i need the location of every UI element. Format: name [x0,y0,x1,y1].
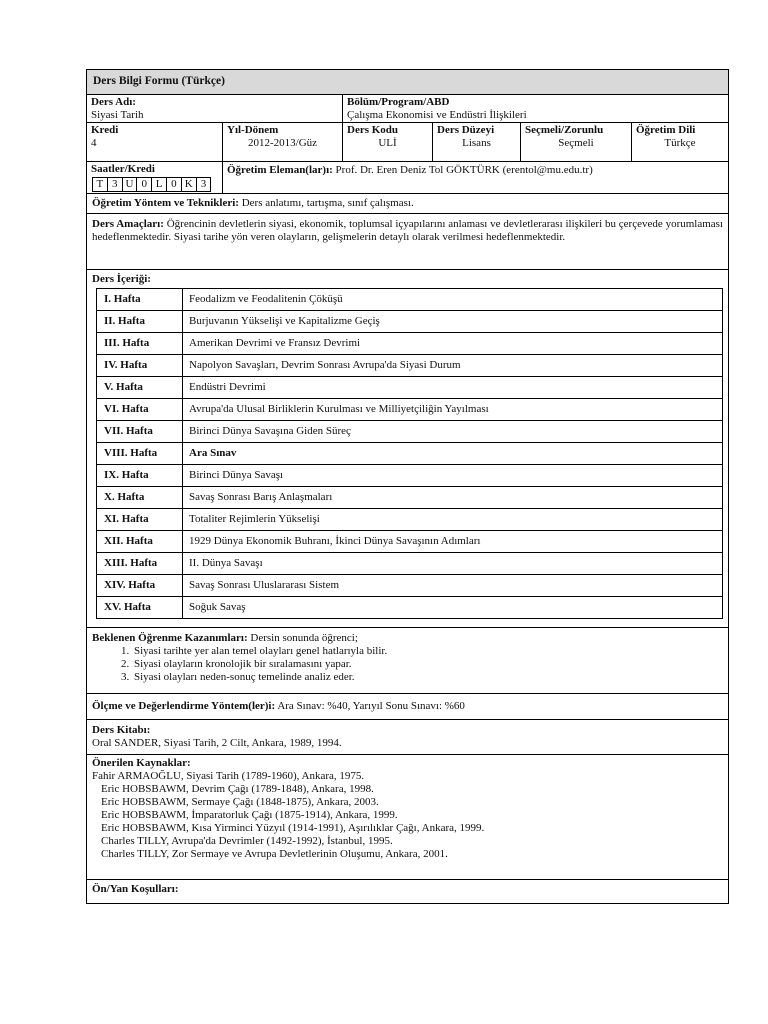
week-label: VIII. Hafta [97,443,183,465]
week-topic: Birinci Dünya Savaşı [183,465,723,487]
week-topic: Feodalizm ve Feodalitenin Çöküşü [183,289,723,311]
hours-box: L [151,177,166,192]
code-cell [342,123,432,161]
hours-box: 3 [107,177,122,192]
week-row [97,509,723,531]
week-topic: Napolyon Savaşları, Devrim Sonrası Avrupa'da Siyasi Durum [183,355,723,377]
methods-value: Ders anlatımı, tartışma, sınıf çalışması. [241,197,414,209]
weekly-schedule-table [96,288,723,619]
week-label: XII. Hafta [97,531,183,553]
aims-row [86,214,729,270]
instructor-cell [222,162,728,193]
level-label: Ders Düzeyi [437,124,495,136]
assessment-row [86,694,729,720]
hours-box: K [181,177,196,192]
week-label: XIV. Hafta [97,575,183,597]
reference-item: Charles TILLY, Avrupa'da Devrimler (1492-1992), İstanbul, 1995. [101,835,393,847]
term-value: 2012-2013/Güz [247,137,318,149]
methods-row [86,194,729,214]
week-row [97,487,723,509]
week-label: XV. Hafta [97,597,183,619]
aims-value: Öğrencinin devletlerin siyasi, ekonomik, toplumsal içyapılarını anlaması ve devletlerarası ilişkileri bu çerçevede yorumlaması hedeflenmektedir. Siyasi tarihe yön veren olayların, gelişmelerin detaylı olarak verilmesi hedeflenmektedir. [92,218,724,243]
outcome-item: 2. Siyasi olayların kronolojik bir sıralamasını yapar. [132,658,723,671]
hours-box: U [122,177,137,192]
assessment-label: Ölçme ve Değerlendirme Yöntem(ler)i: [92,700,276,712]
hours-box: 0 [166,177,181,192]
week-label: VI. Hafta [97,399,183,421]
week-topic: Ara Sınav [183,443,723,465]
week-label: II. Hafta [97,311,183,333]
week-row [97,289,723,311]
hours-box: 3 [196,177,212,192]
hours-label: Saatler/Kredi [91,163,155,175]
course-name-cell [87,95,342,122]
week-topic: Birinci Dünya Savaşına Giden Süreç [183,421,723,443]
language-value: Türkçe [664,137,696,149]
references-label: Önerilen Kaynaklar: [92,757,191,769]
week-topic: Savaş Sonrası Uluslararası Sistem [183,575,723,597]
week-row [97,553,723,575]
week-label: IV. Hafta [97,355,183,377]
week-label: XIII. Hafta [97,553,183,575]
course-info-form [86,69,729,904]
week-row [97,575,723,597]
week-topic: Burjuvanın Yükselişi ve Kapitalizme Geçiş [183,311,723,333]
outcomes-label: Beklenen Öğrenme Kazanımları: [92,632,248,644]
week-row [97,597,723,619]
hours-grid [92,177,211,192]
hours-instructor-row [86,162,729,194]
term-cell [222,123,342,161]
code-label: Ders Kodu [347,124,399,136]
term-label: Yıl-Dönem [227,124,279,136]
week-row [97,355,723,377]
textbook-label: Ders Kitabı: [92,724,151,736]
references-row [86,755,729,880]
week-label: XI. Hafta [97,509,183,531]
textbook-row [86,720,729,755]
week-topic: Avrupa'da Ulusal Birliklerin Kurulması ve Milliyetçiliğin Yayılması [183,399,723,421]
aims-label: Ders Amaçları: [92,218,164,230]
week-row [97,531,723,553]
course-name-label: Ders Adı: [91,96,136,108]
week-topic: II. Dünya Savaşı [183,553,723,575]
outcomes-row [86,628,729,694]
instructor-value: Prof. Dr. Eren Deniz Tol GÖKTÜRK (erentol@mu.edu.tr) [335,164,593,176]
credit-label: Kredi [91,124,119,136]
week-row [97,399,723,421]
reference-item: Eric HOBSBAWM, Sermaye Çağı (1848-1875), Ankara, 2003. [101,796,379,808]
week-topic: Soğuk Savaş [183,597,723,619]
program-cell [342,95,728,122]
language-cell [631,123,728,161]
week-topic: 1929 Dünya Ekonomik Buhranı, İkinci Dünya Savaşının Adımları [183,531,723,553]
week-row [97,421,723,443]
hours-box: 0 [136,177,151,192]
course-name-row [86,95,729,123]
instructor-label: Öğretim Eleman(lar)ı: [227,164,333,176]
reference-item: Eric HOBSBAWM, Devrim Çağı (1789-1848), Ankara, 1998. [101,783,374,795]
prereq-row [86,880,729,904]
outcomes-list [92,645,723,684]
week-topic: Endüstri Devrimi [183,377,723,399]
elective-label: Seçmeli/Zorunlu [525,124,604,136]
elective-value: Seçmeli [558,137,594,149]
level-cell [432,123,520,161]
course-meta-row [86,123,729,162]
week-label: V. Hafta [97,377,183,399]
week-label: VII. Hafta [97,421,183,443]
week-row [97,333,723,355]
week-topic: Totaliter Rejimlerin Yükselişi [183,509,723,531]
prereq-label: Ön/Yan Koşulları: [92,883,179,895]
outcome-item: 3. Siyasi olayları neden-sonuç temelinde analiz eder. [132,671,723,684]
outcomes-intro: Dersin sonunda öğrenci; [250,632,358,644]
form-title: Ders Bilgi Formu (Türkçe) [86,69,729,95]
reference-item: Fahir ARMAOĞLU, Siyasi Tarih (1789-1960), Ankara, 1975. [92,770,365,782]
week-row [97,465,723,487]
week-label: IX. Hafta [97,465,183,487]
hours-cell [87,162,222,193]
week-label: III. Hafta [97,333,183,355]
assessment-value: Ara Sınav: %40, Yarıyıl Sonu Sınavı: %60 [277,700,465,712]
reference-item: Eric HOBSBAWM, Kısa Yirminci Yüzyıl (1914-1991), Aşırılıklar Çağı, Ankara, 1999. [101,822,485,834]
week-label: I. Hafta [97,289,183,311]
language-label: Öğretim Dili [636,124,696,136]
week-row [97,377,723,399]
reference-item: Eric HOBSBAWM, İmparatorluk Çağı (1875-1914), Ankara, 1999. [101,809,398,821]
textbook-value: Oral SANDER, Siyasi Tarih, 2 Cilt, Ankara, 1989, 1994. [92,737,342,749]
program-value: Çalışma Ekonomisi ve Endüstri İlişkileri [347,109,527,121]
credit-cell [87,123,222,161]
week-row [97,443,723,465]
level-value: Lisans [462,137,491,149]
outcome-item: 1. Siyasi tarihte yer alan temel olayları genel hatlarıyla bilir. [132,645,723,658]
program-label: Bölüm/Program/ABD [347,96,450,108]
methods-label: Öğretim Yöntem ve Teknikleri: [92,197,239,209]
code-value: ULİ [378,137,397,149]
week-row [97,311,723,333]
credit-value: 4 [91,137,97,149]
week-topic: Savaş Sonrası Barış Anlaşmaları [183,487,723,509]
week-label: X. Hafta [97,487,183,509]
hours-box: T [92,177,107,192]
content-label: Ders İçeriği: [92,273,151,285]
course-name-value: Siyasi Tarih [91,109,144,121]
content-row [86,270,729,628]
elective-cell [520,123,631,161]
reference-item: Charles TILLY, Zor Sermaye ve Avrupa Devletlerinin Oluşumu, Ankara, 2001. [101,848,448,860]
week-topic: Amerikan Devrimi ve Fransız Devrimi [183,333,723,355]
